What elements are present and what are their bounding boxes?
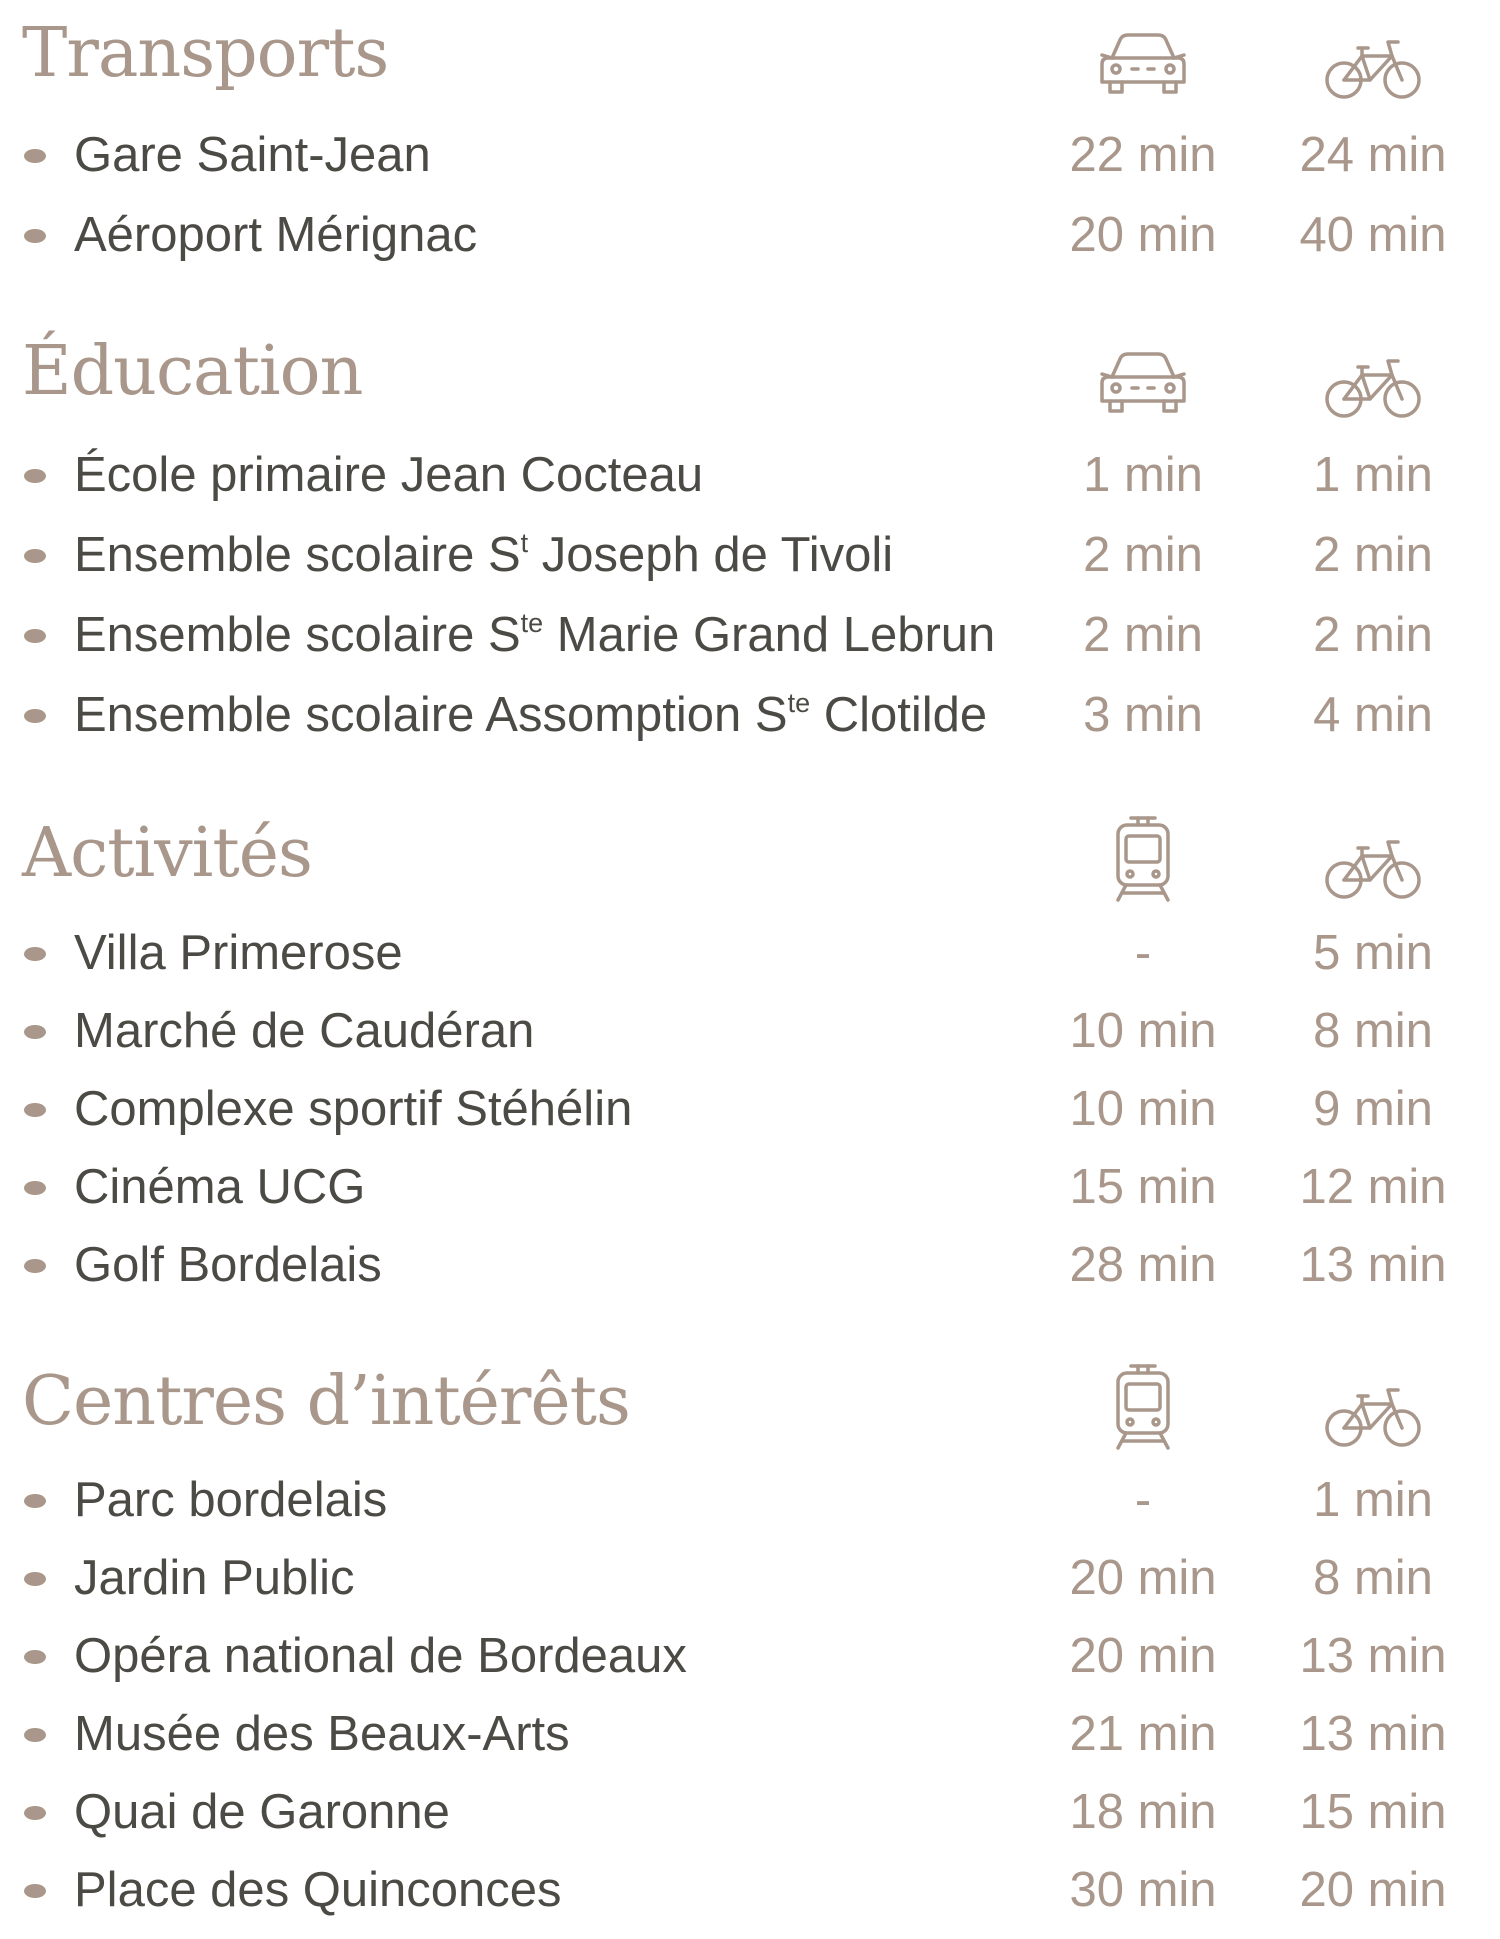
section-title: Transports: [22, 14, 389, 93]
list-item: [0, 602, 1500, 672]
bullet: [24, 947, 46, 961]
list-item: [0, 920, 1500, 990]
list-item: [0, 1623, 1500, 1693]
bike-time: 8 min: [1313, 1004, 1433, 1058]
bullet: [24, 1025, 46, 1039]
bike-time: 24 min: [1299, 128, 1447, 182]
list-item: [0, 682, 1500, 752]
list-item: [0, 522, 1500, 592]
bike-time: 1 min: [1313, 448, 1433, 502]
tram-time: 30 min: [1069, 1863, 1217, 1917]
bullet: [24, 149, 46, 163]
tram-time: 20 min: [1069, 1551, 1217, 1605]
tram-time: 10 min: [1069, 1082, 1217, 1136]
item-label: Villa Primerose: [74, 926, 403, 980]
bullet: [24, 1103, 46, 1117]
list-item: [0, 1857, 1500, 1927]
item-label: Parc bordelais: [74, 1473, 388, 1527]
item-label: Marché de Caudéran: [74, 1004, 535, 1058]
list-item: [0, 442, 1500, 512]
tram-time: 20 min: [1069, 1629, 1217, 1683]
list-item: [0, 998, 1500, 1068]
car-time: 2 min: [1083, 528, 1203, 582]
car-time: 2 min: [1083, 608, 1203, 662]
list-item: [0, 1076, 1500, 1146]
tram-time: 21 min: [1069, 1707, 1217, 1761]
section-title: Centres d’intérêts: [22, 1362, 630, 1441]
bicycle-icon: [1318, 822, 1428, 912]
bike-time: 5 min: [1313, 926, 1433, 980]
item-label: Place des Quinconces: [74, 1863, 562, 1917]
bullet: [24, 1494, 46, 1508]
bullet: [24, 1806, 46, 1820]
bike-time: 15 min: [1299, 1785, 1447, 1839]
tram-icon: [1088, 812, 1198, 902]
bullet: [24, 1650, 46, 1664]
item-label: Quai de Garonne: [74, 1785, 450, 1839]
tram-time: 18 min: [1069, 1785, 1217, 1839]
bike-time: 13 min: [1299, 1238, 1447, 1292]
item-label: Aéroport Mérignac: [74, 208, 478, 262]
bike-time: 20 min: [1299, 1863, 1447, 1917]
bike-time: 13 min: [1299, 1629, 1447, 1683]
car-time: 20 min: [1069, 208, 1217, 262]
list-item: [0, 1154, 1500, 1224]
car-time: 3 min: [1083, 688, 1203, 742]
bullet: [24, 1728, 46, 1742]
bike-time: 8 min: [1313, 1551, 1433, 1605]
tram-time: 15 min: [1069, 1160, 1217, 1214]
bike-time: 1 min: [1313, 1473, 1433, 1527]
list-item: [0, 122, 1500, 192]
bike-time: 12 min: [1299, 1160, 1447, 1214]
bike-time: 13 min: [1299, 1707, 1447, 1761]
list-item: [0, 1545, 1500, 1615]
item-label: Gare Saint-Jean: [74, 128, 431, 182]
car-icon: [1088, 18, 1198, 108]
item-label: École primaire Jean Cocteau: [74, 448, 704, 502]
list-item: [0, 202, 1500, 272]
car-time: 1 min: [1083, 448, 1203, 502]
bicycle-icon: [1318, 341, 1428, 431]
list-item: [0, 1232, 1500, 1302]
bullet: [24, 1181, 46, 1195]
item-label: Golf Bordelais: [74, 1238, 382, 1292]
item-label: Jardin Public: [74, 1551, 355, 1605]
item-label: Ensemble scolaire Assomption $S^{te}$ Clotilde: [74, 688, 988, 742]
bicycle-icon: [1318, 22, 1428, 112]
item-label: Ensemble scolaire $S^{te}$ Marie Grand Lebrun: [74, 608, 996, 662]
list-item: [0, 1701, 1500, 1771]
car-time: 22 min: [1069, 128, 1217, 182]
bike-time: 2 min: [1313, 608, 1433, 662]
bullet: [24, 1259, 46, 1273]
bullet: [24, 229, 46, 243]
tram-time: -: [1134, 926, 1152, 980]
tram-icon: [1088, 1360, 1198, 1450]
bike-time: 2 min: [1313, 528, 1433, 582]
item-label: Cinéma UCG: [74, 1160, 366, 1214]
bullet: [24, 549, 46, 563]
bike-time: 9 min: [1313, 1082, 1433, 1136]
list-item: [0, 1467, 1500, 1537]
item-label: Opéra national de Bordeaux: [74, 1629, 687, 1683]
bullet: [24, 629, 46, 643]
bike-time: 40 min: [1299, 208, 1447, 262]
item-label: Complexe sportif Stéhélin: [74, 1082, 633, 1136]
bicycle-icon: [1318, 1370, 1428, 1460]
bullet: [24, 469, 46, 483]
bullet: [24, 1884, 46, 1898]
section-title: Éducation: [22, 332, 363, 411]
section-title: Activités: [22, 814, 312, 893]
item-label: Musée des Beaux-Arts: [74, 1707, 570, 1761]
tram-time: -: [1134, 1473, 1152, 1527]
bullet: [24, 709, 46, 723]
bike-time: 4 min: [1313, 688, 1433, 742]
item-label: Ensemble scolaire $S^t$ Joseph de Tivoli: [74, 528, 894, 582]
bullet: [24, 1572, 46, 1586]
tram-time: 10 min: [1069, 1004, 1217, 1058]
car-icon: [1088, 337, 1198, 427]
tram-time: 28 min: [1069, 1238, 1217, 1292]
list-item: [0, 1779, 1500, 1849]
